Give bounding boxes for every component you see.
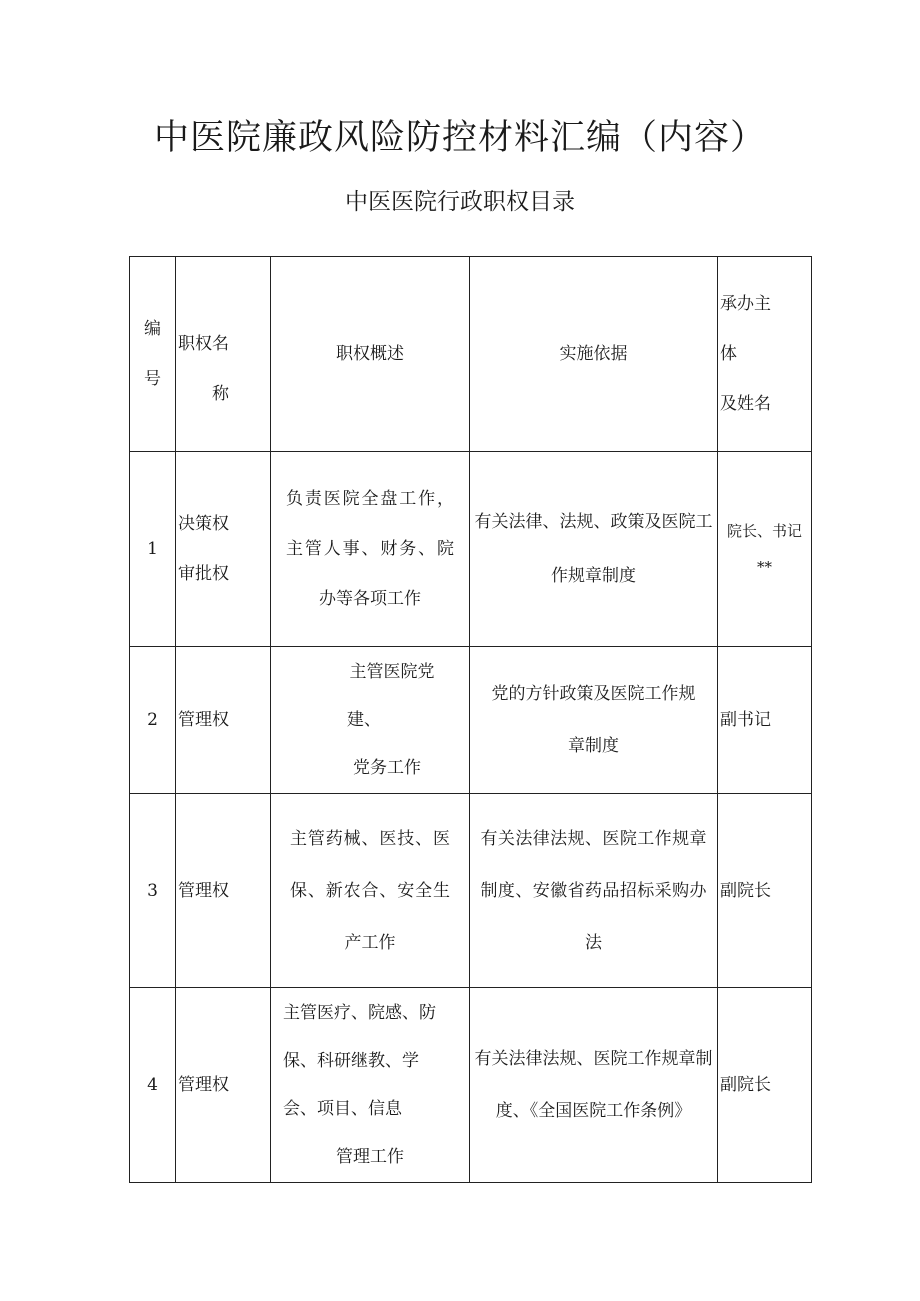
row-desc-line: 党务工作: [353, 758, 421, 778]
table-row: [130, 988, 812, 1183]
row-desc: [271, 988, 470, 1183]
row-basis-text: 党的方针政策及医院工作规章制度: [491, 684, 696, 756]
row-basis: [470, 794, 718, 988]
header-desc-label: 职权概述: [336, 344, 404, 364]
row-desc-line: 主管医院党: [349, 662, 435, 682]
row-no-value: 2: [147, 710, 158, 730]
row-desc-line: 主管医疗、院感、防: [283, 1003, 436, 1023]
row-no-value: 1: [147, 539, 158, 559]
row-name-line: 决策权: [178, 514, 229, 534]
header-owner-line: 承办主: [720, 294, 771, 314]
header-name: [176, 257, 271, 452]
table-row: [130, 452, 812, 647]
row-basis: [470, 988, 718, 1183]
row-owner-line: 副院长: [720, 1075, 771, 1095]
row-name: [176, 647, 271, 794]
header-owner-line: 体: [720, 344, 737, 364]
row-name-line: 管理权: [178, 1075, 229, 1095]
row-name: [176, 452, 271, 647]
header-no: [130, 257, 176, 452]
row-basis-text: 有关法律法规、医院工作规章制度、《全国医院工作条例》: [474, 1049, 713, 1121]
row-desc-text: 负责医院全盘工作，主管人事、财务、院办等各项工作: [286, 489, 454, 609]
row-basis-text: 有关法律法规、医院工作规章制度、安徽省药品招标采购办法: [480, 828, 707, 953]
row-name-line: 管理权: [178, 710, 229, 730]
row-owner-line: 副院长: [720, 880, 771, 901]
row-desc: [271, 647, 470, 794]
row-no: [130, 794, 176, 988]
row-desc-line: 保、科研继教、学: [283, 1051, 419, 1071]
row-name-line: 审批权: [178, 564, 229, 584]
row-no: [130, 452, 176, 647]
row-owner: [718, 794, 812, 988]
header-desc: [271, 257, 470, 452]
header-name-line: 称: [212, 384, 229, 404]
header-owner-line: 及姓名: [720, 394, 771, 414]
row-desc: [271, 452, 470, 647]
row-owner: [718, 647, 812, 794]
row-name: [176, 988, 271, 1183]
document-title: 中医院廉政风险防控材料汇编（内容）: [153, 118, 766, 158]
header-owner: [718, 257, 812, 452]
row-no: [130, 647, 176, 794]
row-name: [176, 794, 271, 988]
row-no-value: 3: [147, 880, 158, 901]
header-basis-label: 实施依据: [559, 344, 628, 364]
header-basis: [470, 257, 718, 452]
row-owner: [718, 988, 812, 1183]
table-row: [130, 647, 812, 794]
row-desc-line: 管理工作: [336, 1147, 404, 1167]
row-basis-text: 有关法律、法规、政策及医院工作规章制度: [474, 512, 713, 586]
header-no-line: 编: [144, 319, 161, 339]
row-desc-line: 会、项目、信息: [283, 1099, 402, 1119]
row-desc-text: 主管药械、医技、医保、新农合、安全生产工作: [290, 828, 450, 953]
header-no-line: 号: [144, 369, 161, 389]
row-name-line: 管理权: [178, 880, 229, 901]
row-owner-line: 院长、书记: [726, 522, 802, 540]
row-desc-line: 建、: [347, 710, 381, 730]
table-header-row: [130, 257, 812, 452]
rights-table: [129, 256, 812, 1183]
row-basis: [470, 452, 718, 647]
row-owner: [718, 452, 812, 647]
row-desc: [271, 794, 470, 988]
header-name-line: 职权名: [178, 334, 229, 354]
row-owner-line: **: [757, 558, 772, 576]
table-row: [130, 794, 812, 988]
row-basis: [470, 647, 718, 794]
row-owner-line: 副书记: [720, 710, 771, 730]
document-subtitle: 中医医院行政职权目录: [345, 189, 575, 215]
row-no: [130, 988, 176, 1183]
row-no-value: 4: [147, 1075, 158, 1095]
